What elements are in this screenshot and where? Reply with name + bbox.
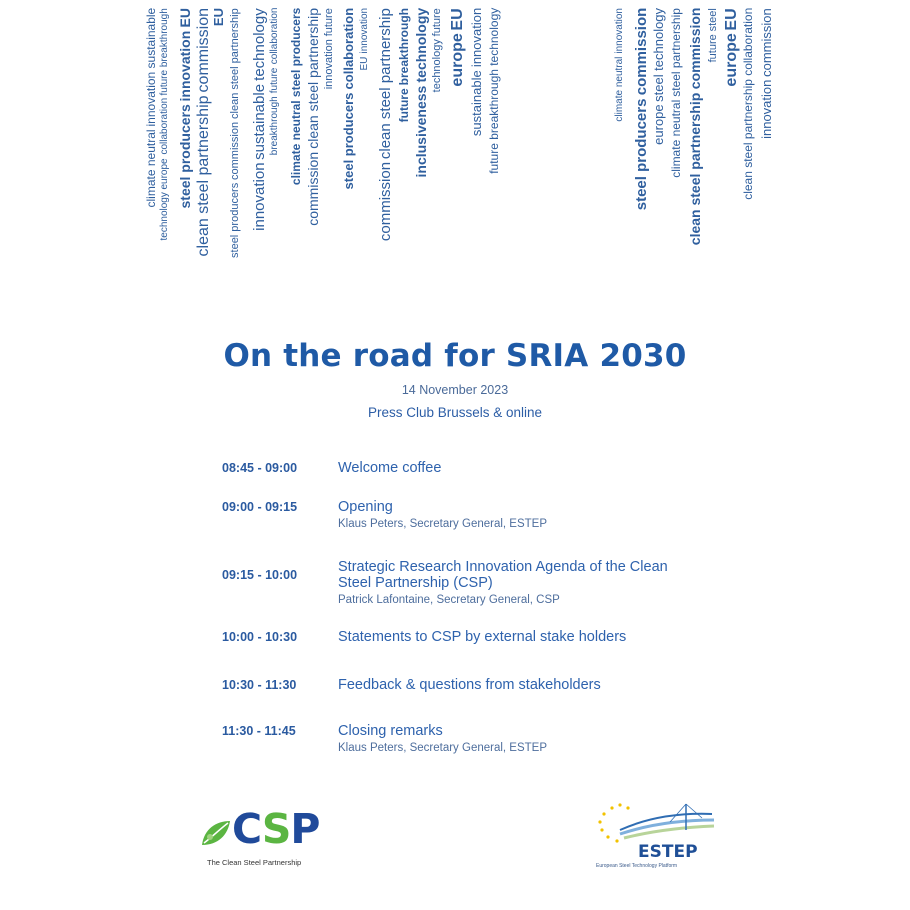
- word-cloud-word: future: [707, 34, 719, 63]
- agenda-time: 10:30 - 11:30: [222, 678, 297, 692]
- agenda-speaker: Patrick Lafontaine, Secretary General, CSP: [338, 594, 560, 606]
- word-cloud-word: climate neutral: [289, 100, 303, 186]
- word-cloud-word: future: [269, 67, 280, 94]
- agenda-time: 10:00 - 10:30: [222, 630, 298, 644]
- agenda-title: Welcome coffee: [338, 460, 442, 476]
- word-cloud-word: europe: [723, 33, 740, 87]
- word-cloud-word: technology: [651, 8, 666, 71]
- word-cloud-column: [270, 8, 280, 158]
- word-cloud-column: [432, 8, 443, 95]
- word-cloud-column: [708, 8, 719, 65]
- word-cloud-column: [378, 8, 393, 244]
- word-cloud-word: clean steel partnership: [195, 95, 212, 257]
- word-cloud-word: sustainable: [469, 70, 484, 137]
- word-cloud-column: [488, 8, 500, 177]
- word-cloud-word: commission: [229, 121, 241, 180]
- word-cloud-word: steel producers: [177, 104, 193, 209]
- word-cloud-word: future: [397, 88, 411, 123]
- word-cloud-word: innovation: [614, 8, 625, 54]
- csp-wordmark: CSP: [232, 805, 320, 853]
- word-cloud-word: collaboration: [269, 8, 280, 65]
- word-cloud-word: steel producers: [229, 182, 241, 258]
- word-cloud-column: [450, 8, 466, 90]
- word-cloud-word: sustainable: [144, 8, 158, 69]
- word-cloud-word: innovation: [359, 8, 370, 54]
- estep-wordmark: ESTEP: [638, 842, 698, 862]
- word-cloud-column: [360, 8, 370, 74]
- event-title: On the road for SRIA 2030: [223, 338, 687, 374]
- agenda-speaker: Klaus Peters, Secretary General, ESTEP: [338, 518, 548, 530]
- agenda-time: 11:30 - 11:45: [222, 724, 296, 738]
- agenda-title: Closing remarks: [338, 723, 443, 739]
- word-cloud-word: europe: [449, 33, 466, 87]
- word-cloud-word: technology: [251, 8, 268, 81]
- word-cloud-word: technology: [487, 8, 501, 67]
- agenda-time: 09:15 - 10:00: [222, 568, 298, 582]
- word-cloud-word: commission: [305, 151, 321, 226]
- word-cloud-word: collaboration: [159, 98, 170, 155]
- word-cloud-word: technology: [413, 8, 429, 83]
- event-date: 14 November 2023: [401, 383, 509, 397]
- word-cloud-column: [742, 8, 754, 203]
- word-cloud-column: [145, 8, 157, 210]
- estep-logo: [590, 800, 720, 880]
- word-cloud-word: breakthrough: [397, 8, 411, 86]
- word-cloud-word: sustainable: [251, 83, 268, 160]
- word-cloud-column: [290, 8, 302, 188]
- word-cloud-word: innovation: [177, 30, 193, 102]
- word-cloud-column: [652, 8, 665, 148]
- word-cloud-word: future breakthrough: [487, 69, 501, 174]
- word-cloud-word: collaboration: [741, 8, 755, 77]
- eu-stars-bridge-icon: [590, 800, 720, 845]
- word-cloud-column: [724, 8, 740, 90]
- word-cloud-word: EU: [449, 8, 466, 31]
- word-cloud-column: [230, 8, 241, 261]
- word-cloud-word: clean steel partnership: [229, 8, 241, 119]
- word-cloud-word: steel producers: [341, 92, 356, 190]
- word-cloud-column: [342, 8, 355, 192]
- word-cloud-word: EU: [211, 8, 226, 27]
- word-cloud-word: clean steel partnership: [741, 79, 755, 200]
- word-cloud-column: [634, 8, 649, 213]
- word-cloud-word: climate neutral: [144, 129, 158, 208]
- word-cloud-column: [196, 8, 212, 259]
- word-cloud-word: innovation: [323, 39, 335, 90]
- word-cloud-column: [178, 8, 192, 212]
- agenda-speaker: Klaus Peters, Secretary General, ESTEP: [338, 742, 548, 754]
- word-cloud-word: EU: [177, 8, 193, 28]
- word-cloud-word: innovation: [759, 79, 774, 139]
- word-cloud-word: innovation: [144, 71, 158, 127]
- word-cloud-word: commission: [759, 8, 774, 77]
- word-cloud-word: innovation: [469, 8, 484, 68]
- word-cloud-word: clean steel partnership: [377, 8, 394, 159]
- word-cloud-column: [306, 8, 320, 229]
- csp-logo: [192, 805, 352, 875]
- agenda-title: Statements to CSP by external stake holders: [338, 629, 627, 645]
- word-cloud-word: europe: [651, 104, 666, 145]
- agenda-time: 09:00 - 09:15: [222, 500, 298, 514]
- agenda-title: Strategic Research Innovation Agenda of the Clean Steel Partnership (CSP): [338, 559, 668, 591]
- word-cloud-word: steel: [651, 73, 666, 102]
- word-cloud-word: commission: [195, 8, 212, 93]
- word-cloud-column: [688, 8, 702, 248]
- word-cloud-word: commission: [377, 161, 394, 242]
- word-cloud-word: future: [431, 8, 443, 37]
- word-cloud-word: technology: [431, 39, 443, 93]
- leaf-icon: [198, 815, 234, 851]
- word-cloud-word: climate neutral: [614, 56, 625, 122]
- word-cloud-word: climate neutral: [669, 99, 683, 178]
- word-cloud-word: innovation: [251, 162, 268, 231]
- word-cloud-column: [414, 8, 428, 181]
- word-cloud-word: technology: [159, 192, 170, 241]
- word-cloud-word: future breakthrough: [159, 8, 170, 96]
- event-venue: Press Club Brussels & online: [367, 405, 543, 420]
- agenda-title: Opening: [338, 499, 393, 515]
- word-cloud-word: clean steel partnership: [687, 92, 703, 246]
- word-cloud-word: europe: [159, 158, 170, 190]
- word-cloud-column: [670, 8, 682, 181]
- word-cloud-word: future: [323, 8, 335, 37]
- word-cloud-column: [212, 8, 225, 29]
- word-cloud-word: clean steel partnership: [305, 8, 321, 149]
- csp-tagline: The Clean Steel Partnership: [207, 858, 302, 867]
- word-cloud-word: steel producers: [289, 8, 303, 98]
- word-cloud-word: EU: [359, 56, 370, 71]
- word-cloud-column: [615, 8, 625, 125]
- word-cloud-column: [324, 8, 335, 92]
- word-cloud-column: [398, 8, 410, 125]
- word-cloud-word: steel producers: [633, 98, 650, 211]
- agenda-time: 08:45 - 09:00: [222, 461, 298, 475]
- word-cloud-word: steel partnership: [669, 8, 683, 97]
- estep-tagline: European Steel Technology Platform: [596, 863, 678, 869]
- word-cloud-word: EU: [723, 8, 740, 31]
- word-cloud-word: breakthrough: [269, 96, 280, 156]
- word-cloud-column: [470, 8, 483, 139]
- word-cloud-word: commission: [633, 8, 650, 96]
- word-cloud-word: steel: [707, 8, 719, 32]
- word-cloud-column: [160, 8, 170, 244]
- word-cloud-word: inclusiveness: [413, 85, 429, 178]
- word-cloud-column: [252, 8, 267, 234]
- word-cloud-word: collaboration: [341, 8, 356, 90]
- agenda-title: Feedback & questions from stakeholders: [338, 677, 601, 693]
- word-cloud-column: [760, 8, 773, 142]
- word-cloud-word: commission: [687, 8, 703, 90]
